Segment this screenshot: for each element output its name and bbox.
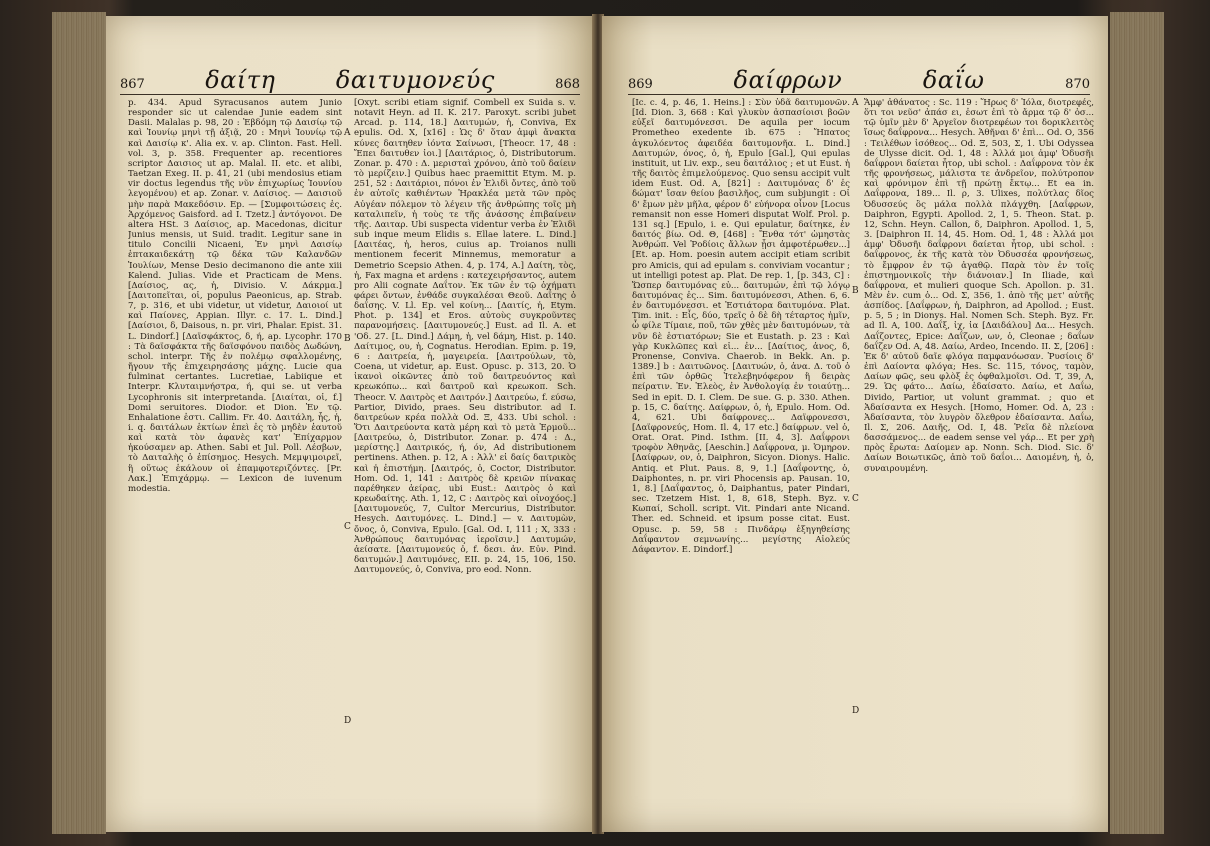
section-mark-c-right: C xyxy=(852,494,859,504)
section-mark-d-right: D xyxy=(852,706,860,716)
left-page-header xyxy=(120,66,580,94)
left-header-rule xyxy=(120,94,580,95)
section-mark-b: B xyxy=(344,334,351,344)
left-headword-right: δαιτυμονεύς xyxy=(335,66,495,94)
section-mark-c: C xyxy=(344,522,351,532)
right-column-1 xyxy=(632,98,850,818)
right-header-rule xyxy=(628,94,1090,95)
right-page-number-right: 870 xyxy=(1065,77,1090,92)
right-column-1-text: [Ic. c. 4, p. 46, 1. Heins.] : Σὺν ὑδᾶ δαιτυμονῶν. [Id. Dion. 3, 668 : Καὶ γλυκὺν ἀσπασίοισι βοῶν εὐξεῖ δαιτυμόνεσσι. De aquila per iocum Prometheo exedente ib. 675 : Ἤπατος ἀγκυλόεντος ἀφειδέα δαιτυμονῆα. L. Dind.] Δαιτυμών, όνος, ὁ, ἡ, Epulo [Gal.], Qui epulas instituit, ut Liv. exp., seu δαιτάλιος ; et ut Eust. ἡ τῆς δαιτὸς ἐπιμελούμενος. Quo sensu accipit vult idem Eust. Od. A, [821] : Δαιτυμόνας δ' ἐς δώματ' ἴσαν θείου βασιλῆος, cum subjungit : Οἱ δ' ἔμων μὲν μῆλα, φέρον δ' εὐήνορα οἶνον [Locus remansit non esse Homeri disputat Wolf. Prol. p. 131 sq.] [Epulo, i. e. Qui epulatur, δαίτηκε, ἐν δαιτός βίω. Od. Θ, [468] : Ἔνθα τότ' ὠμηστὰς Ἀνθρώπ. Vel Ῥοδίοις ἄλλων ᾗσι ἀμφοτέρωθεν...] [Et. ap. Hom. poesin autem accipit etiam scribit pro Amicis, qui ad epulam s. conviviam vocantur ; ut intelligi potest ap. Plat. De rep. 1, [p. 343, C] : Ὥσπερ δαιτυμόνας εὐ... δαιτυμών, ἐπὶ τῷ λόγῳ δαιτυμόνας ἐς... Sim. δαιτυμόνεσσι, Athen. 6, 6. ἐν δαιτυμόνεσσι. et Ἐστιάτορα δαιτυμόνα. Plat. Tim. init. : Εἷς, δύο, τρεῖς ὁ δὲ δὴ τέταρτος ἡμῖν, ὦ φίλε Τίμαιε, ποῦ, τῶν χθὲς μὲν δαιτυμόνων, τὰ νῦν δὲ ἑστιατόρων; Sie et Eustath. p. 23 : Καὶ γὰρ Κυκλῶπες καὶ εἰ... ἐν... [Δαίτιος, ἀνος, δ, Pronense, Conviva. Chaerob. in Bekk. An. p. 1389.] b : Δαιτυῶνος. [Δαιτυών, ὁ, ἀνα. Δ. τοῦ ὁ ἐπὶ τῶν ὀρθῶς Ἰτελεβηνόφερον ἢ δειρὰς πείρατιν. Ἐν. Ἐλεὸς, ἐν Ἀνθολογίᾳ ἐν τοιαύτῃ... Sed in epit. D. I. Clem. De sue. G. p. 330. Athen. p. 15, C. δαίτης. Δαίφρων, ὁ, ἡ, Epulo. Hom. Od. 4, 621. Ubi δαίφρονες... Δαϊφρονεσσι, [Δαϊφρονεύς, Hom. Il. 4, 17 etc.] δαίφρων. vel ὁ, Orat. Orat. Pind. Isthm. [II. 4, 3]. Δαΐφρονι τροφὸν Ἀθηνᾶς, [Aeschin.] Δαΐφρονα, μ. Ὁμηρον. [Δαίφρων, ον, ὁ, Daiphron, Sicyon. Dionys. Halic. Antiq. et Plut. Paus. 8, 9, 1.] [Δαΐφοντης, ὁ, Daiphontes, n. pr. viri Phocensis ap. Pausan. 10, 1, 8.] [Δαΐφαντος, ὁ, Daiphantus, pater Pindari, sec. Tzetzem Hist. 1, 8, 618, Steph. Byz. v. Κωπαί, Scholl. script. Vit. Pindari ante Nicand. Ther. ed. Schneid. et ipsum posse citat. Eust. Opusc. p. 59, 58 : Πινδάρῳ ἐξηγηθείσης Δαΐφαντον σεμνωνίης... μεγίστης Αἰολεύς Δάφαντον. E. Dindorf.] xyxy=(632,98,850,555)
left-column-1-text: p. 434. Apud Syracusanos autem Junio responder sic ut calendae Junie eadem sint Dasii. Malalas p. 98, 20 : Ἐβδόμη τῷ Δαισίῳ τῷ καὶ Ἰουνίῳ μηνὶ τῇ ἀξιᾷ, 20 : Μηνὶ Ἰουνίῳ τῷ καὶ Δαισίῳ κ'. Alia ex. v. ap. Clinton. Fast. Hell. vol. 3, p. 358. Frequenter ap. recentiores scriptor Δαισιος ut ap. Malal. II. etc. et alibi, Taetzan Exeg. II. p. 41, 21 (ubi mendosius etiam vir doctus legendus τῆς νῦν ἐπιχωρίως Ἰουνίου λεγομένου) et ap. Zonar. v. Δαίσιος. — Δαισιοῦ μὴν παρὰ Μακεδόσιν. Ep. — [Συμφοιτώσεις ἐς. Ἀρχόμενος Gaisford. ad I. Tzetz.] ἀντόγονοι. De altera HSt. 3 Δαίσιος, ap. Macedonas, dicitur Junius mensis, ut Suid. tradit. Legitur sane in titulo Concilii Nicaeni, Ἐν μηνὶ Δαισίῳ ἑπτακαιδεκάτῃ τῷ δέκα τῶν Καλανδῶν Ἰουλίων, Mense Desio decimanono die ante xiii Kalend. Julias. Vide et Practicam de Mens. [Δαίσιος, ας, ἡ, Divisio. V. Δάκρμα.] [Δαιτοπεῖται, οἱ, populus Paeonicus, ap. Strab. 7, p. 316, et ubi videtur, ut videtur, Δαιοιοί ut καὶ Παίονες, Appian. Illyr. c. 17. L. Dind.] [Δαίσιοι, δ, Daisous, n. pr. viri, Phalar. Epist. 31. L. Dindorf.] [Δαϊσφάκτος, δ, ή, ap. Lycophr. 170 : Τὰ δαϊσφάκτα τῆς δαϊσφόνου παιδὸς Δωδώνη, schol. interpr. Τῆς ἐν πολέμῳ σφαλλομένης, ἤγουν τῆς ἐπιχειρησάσης μάχης. Lucie qua fulminat certantes. Lucretiae, Labiique et Interpr. Κλυταιμνήστρα, ή, qui se. ut verba Lycophronis sit interpretanda. [Διαίται, οἱ, f.] Domi seruitores. Diodor. et Dion. Ἐν τῷ. Enhalatione ἐστι. Callim. Fr. 40. Δαιτάλη, ἧς, ἡ, i. q. δαιτάλων ἑκτίων ἐπεὶ ἐς τὸ μηδὲν ἑαυτοῦ καὶ κατὰ τὸν ἀφανὲς κατ' Ἐπίχαρμον ἠκούσαμεν ap. Athen. Sabi et Jul. Poll. Λέσβων, τὸ Δαιταλὴς ὁ ἐπίσημος. Hesych. Mεμψιμοιρεῖ, ἢ οὕτως ἐκάλουν οἱ ἐπαμφοτεριζόντες. [Pr. Λακ.] Ἐπιχάρμῳ. — Lexicon de iuvenum modestia. xyxy=(128,98,342,494)
left-headword-left: δαίτη xyxy=(205,66,276,94)
right-headword-left: δαίφρων xyxy=(733,66,843,94)
left-column-1 xyxy=(128,98,342,818)
left-column-2-text: [Oxyt. scribi etiam signif. Combell ex Suida s. v. notavit Heyn. ad II. K. 217. Paroxyt. scribi jubet Arcad. p. 114, 18.] Δαιτυμών, ἡ, Conviva, Ex epulis. Od. X, [x16] : Ὡς δ' ὅταν ἀμφὶ ἄνακτα κύνες δαιτηθεν ἰόντα Σαίνωσι, [Theocr. 17, 48 : Ἔπει δαιτυθεν ἰοι.] [Δαιτάριος, ὁ, Distributorum. Zonar. p. 470 : Δ. μερισταὶ χρόνου, ἀπὸ τοῦ δαίειν τὸ μερίζειν.] Quibus haec praemittit Etym. M. p. 251, 52 : Δαιτάριοι, πόνοι ἐν Ἐλιδὶ ὄντες, ἀπὸ τοῦ ἐν αὐτοῖς καθιέντων Ἡρακλέα μετὰ τῶν πρὸς Αὐγέαν πόλεμον τὸ λέγειν τῆς ἀνθρώπης τοῖς μὴ καταλιπεῖν, ἡ τοὺς τε τῆς ἀνάσσης ἐπιβαίνειν τῆς. Δαιταρ. Ubi suspecta videntur verba ἐν Ἐλιδὶ sub inque meum Elidis s. Ellae latere. L. Dind.] [Δαιτέας, ἡ, heros, cuius ap. Troianos nulli mentionem fecerit Minnemus, memoratur a Demetrio Scepsio Athen. 4, p. 174, A.] Δαίτη, τὸς, ἡ, Fax magna et ardens : κατεχειρήσαντος, autem pro Alii cognate Δαΐτον. Ἐκ τῶν ἐν τῷ ὀχήματι φάρει ὄντων, ἐνθάδε συγκαλέσαι Θεοῦ. Δαΐτης ὁ δαΐσης. V. Ll. Ep. vel κοίνη... [Δαιτίς, ἡ, Etym. Phot. p. 134] et Eros. αὐτοὺς συγκροῦντες παρανομήσεις. [Δαιτυμονεύς.] Eust. ad Il. A. et 'Οδ. 27. [L. Dind.] Δάμη, ἡ, vel δάμη, Hist. p. 140. Δαίτιμος, ου, ἡ, Cognatus. Herodian. Epim. p. 19, 6 : Δαιτρεία, ἡ, μαγειρεία. [Δαιτρούλων, τὸ, Coena, ut videtur, ap. Eust. Opusc. p. 313, 20. Ὁ ἰκανοὶ οἰκῶντες ἀπὸ τοῦ δαιτρευόντος καὶ κρεωκόπω... καὶ δαιτροῦ καὶ κρεωκοπ. Sch. Theocr. V. Δαιτρὸς et Δαιτρόν.] Δαιτρεύω, f. εύσω, Partior, Divido, praes. Seu distributor. ad I. δαιτρεύων κρέα πολλὰ Od. Ξ, 433. Ubi schol. : Ὅτι Δαιτρεύοντα κατὰ μέρη καὶ τὸ μετὰ Ἑρμοῦ... [Δαιτρεύω, ὁ, Distributor. Zonar. p. 474 : Δ., μερίστης.] Δαιτρικός, ή, όν, Ad distributionem pertinens. Athen. p. 12, A : Ἁλλ' εἰ δαίς δαιτρικὸς καὶ ἡ ἐπιστήμη. [Δαιτρός, ὁ, Coctor, Distributor. Hom. Od. 1, 141 : Δαιτρὸς δὲ κρειῶν πίνακας παρέθηκεν ἀείρας, ubi Eust.: Δαιτρὸς ὁ καὶ κρεωδαίτης. Ath. 1, 12, C : Δαιτρὸς καὶ οἰνοχόος.] [Δαιτυμονεύς, 7, Cultor Mercurius, Distributor. Hesych. Δαιτυμόνες. L. Dind.] — v. Δαιτυμὼν, ὄνος, ὁ, Conviva, Epulo. [Gal. Od. I, 111 ; X, 333 : Ἀνθρώπους δαιτυμόνας ἱεροῖσιν.] Δαιτυμών, ἀείσατε. [Δαιτυμονεύς ὁ, f. δεσι. ἀν. Εὐν. Pind. δαιτυμών.] Δαιτυμόνες, ΕΙΙ. p. 24, 15, 106, 150. Δαιτυμονεύς, ὁ, Conviva, pro eod. Nonn. xyxy=(354,98,576,576)
right-page xyxy=(602,16,1108,832)
left-page xyxy=(106,16,594,832)
section-mark-d: D xyxy=(344,716,352,726)
left-column-2 xyxy=(354,98,576,818)
right-column-2 xyxy=(864,98,1094,818)
right-page-header xyxy=(628,66,1090,94)
right-page-number: 869 xyxy=(628,77,653,92)
page-edges-right xyxy=(1110,12,1164,834)
page-edges-left xyxy=(52,12,106,834)
right-column-2-text: Ἄμφ' ἀθάνατος : Sc. 119 : Ἥρως δ' Ἰόλα, διοτρεφές, ὅτι τοι νεῦσ' ἀπάσ ει, ἐσωτ ἐπὶ τὸ ἄρμα τῷ δ' ὁσ... τῷ ὑμῖν μὲν δ' Ἀργεῖον διοτρεφέων τοι δορικλειτὸς ἴσως δαΐφρονα... Hesych. Ἀθῆναι δ' ἐπὶ... Od. Ο, 356 : Τειλέθων ἰσόθεος... Od. Ξ, 503, Σ, 1. Ubi Odyssea de Ulysse dicit. Od. 1, 48 : Ἀλλά μοι ἀμφ' Ὀδυσῆι δαΐφρονι δαίεται ἦτορ, ubi schol. : Δαΐφρονα τὸν ἐκ τῆς φρονήσεως, μάλιστα τε ἀνδρεῖον, πολύτροπον καὶ φρόνιμον ἐπὶ τῇ πρώτῃ ἔκτῳ... Et ea in. Δαΐφρονα, 189... Il. ρ, 3. Ulixes, πολύτλας δῖος Ὀδυσσεύς ὃς μάλα πολλὰ πλάγχθη. [Δαΐφρων, Daiphron, Egypti. Apollod. 2, 1, 5. Theon. Stat. p. 12, Schn. Heyn. Callon, δ, Daiphron. Apollod. 1, 5, 3. [Daiphron II. 14, 45. Hom. Od. 1, 48 : Ἀλλά μοι ἀμφ' Ὀδυσῆι δαΐφρονι δαίεται ἦτορ, ubi schol. : δαΐφρονος, ἐκ τῆς κατὰ τὸν Ὀδυσσέα φρονήσεως, τὸ ἔμφρον ἐν τῷ ἀγαθῷ. Παρὰ τὸν ἐν τοῖς ἐπιστημονικοῖς τὴν διάνοιαν.] In Iliade, καὶ δαΐφρονα, et mulieri quoque Sch. Apollon. p. 31. Μὲν ἐν. cum ὁ... Od. Σ, 356, 1. ἀπὸ τῆς μετ' αὐτῆς ἀσπίδος. [Δαΐφρων, ἡ, Daiphron, ad Apollod. ; Eust. p. 5, 5 ; in Dionys. Hal. Nomen Sch. Steph. Byz. Fr. ad Il. A, 100. Δαΐξ, ἰχ, ἰα [Δαιδάλου] Δα... Hesych. Δαΐζοντες, Epice: Δαΐζων, ων, ὁ, Cleonae ; δαΐων δαΐζεν Od. Α, 48. Δαίω, Ardeo, Incendo. II. Σ, [206] : Ἐκ δ' αὐτοῦ δαῖε φλόγα παμφανόωσαν. Ῥυσίοις δ' ἐπὶ Δαίοντα φλόγα; Hes. Sc. 115, τόνος, ταμὸν, Δαίων φῶς, seu φλὸξ ἐς ὀφθαλμοῖσι. Od. Τ, 39, Λ, 29. Ὡς φάτο... Δαίω, ἐδαίσατο. Δαίω, et Δαΐω, Divido, Partior, ut volunt grammat. ; quo et Ἀδαίσαντα ex Hesych. [Homo, Homer. Od. Δ, 23 : Ἀδαίσαντα, τὸν λυγρὸν ὄλεθρον ἐδαίσαντα. Δαΐω, Il. Σ, 206. Δαιῆς, Od. Ι, 48. Ῥεῖα δὲ πλείονα δασσάμενος... de eadem sense vel γάρ... Et per χρὴ πρὸς ἔρωτα: Δαίομεν ap. Nonn. Sch. Diod. Sic. δ' Δαίων Βοιωτικῶς, ἀπὸ τοῦ δαΐοι... Δαιομένη, ἡ, ὁ, συναιρουμένη. xyxy=(864,98,1094,474)
right-headword-right: δαΐω xyxy=(922,66,985,94)
section-mark-b-right: B xyxy=(852,286,859,296)
section-mark-a: A xyxy=(344,128,351,138)
left-page-number-right: 868 xyxy=(555,77,580,92)
left-page-number: 867 xyxy=(120,77,145,92)
section-mark-a-right: A xyxy=(852,98,859,108)
